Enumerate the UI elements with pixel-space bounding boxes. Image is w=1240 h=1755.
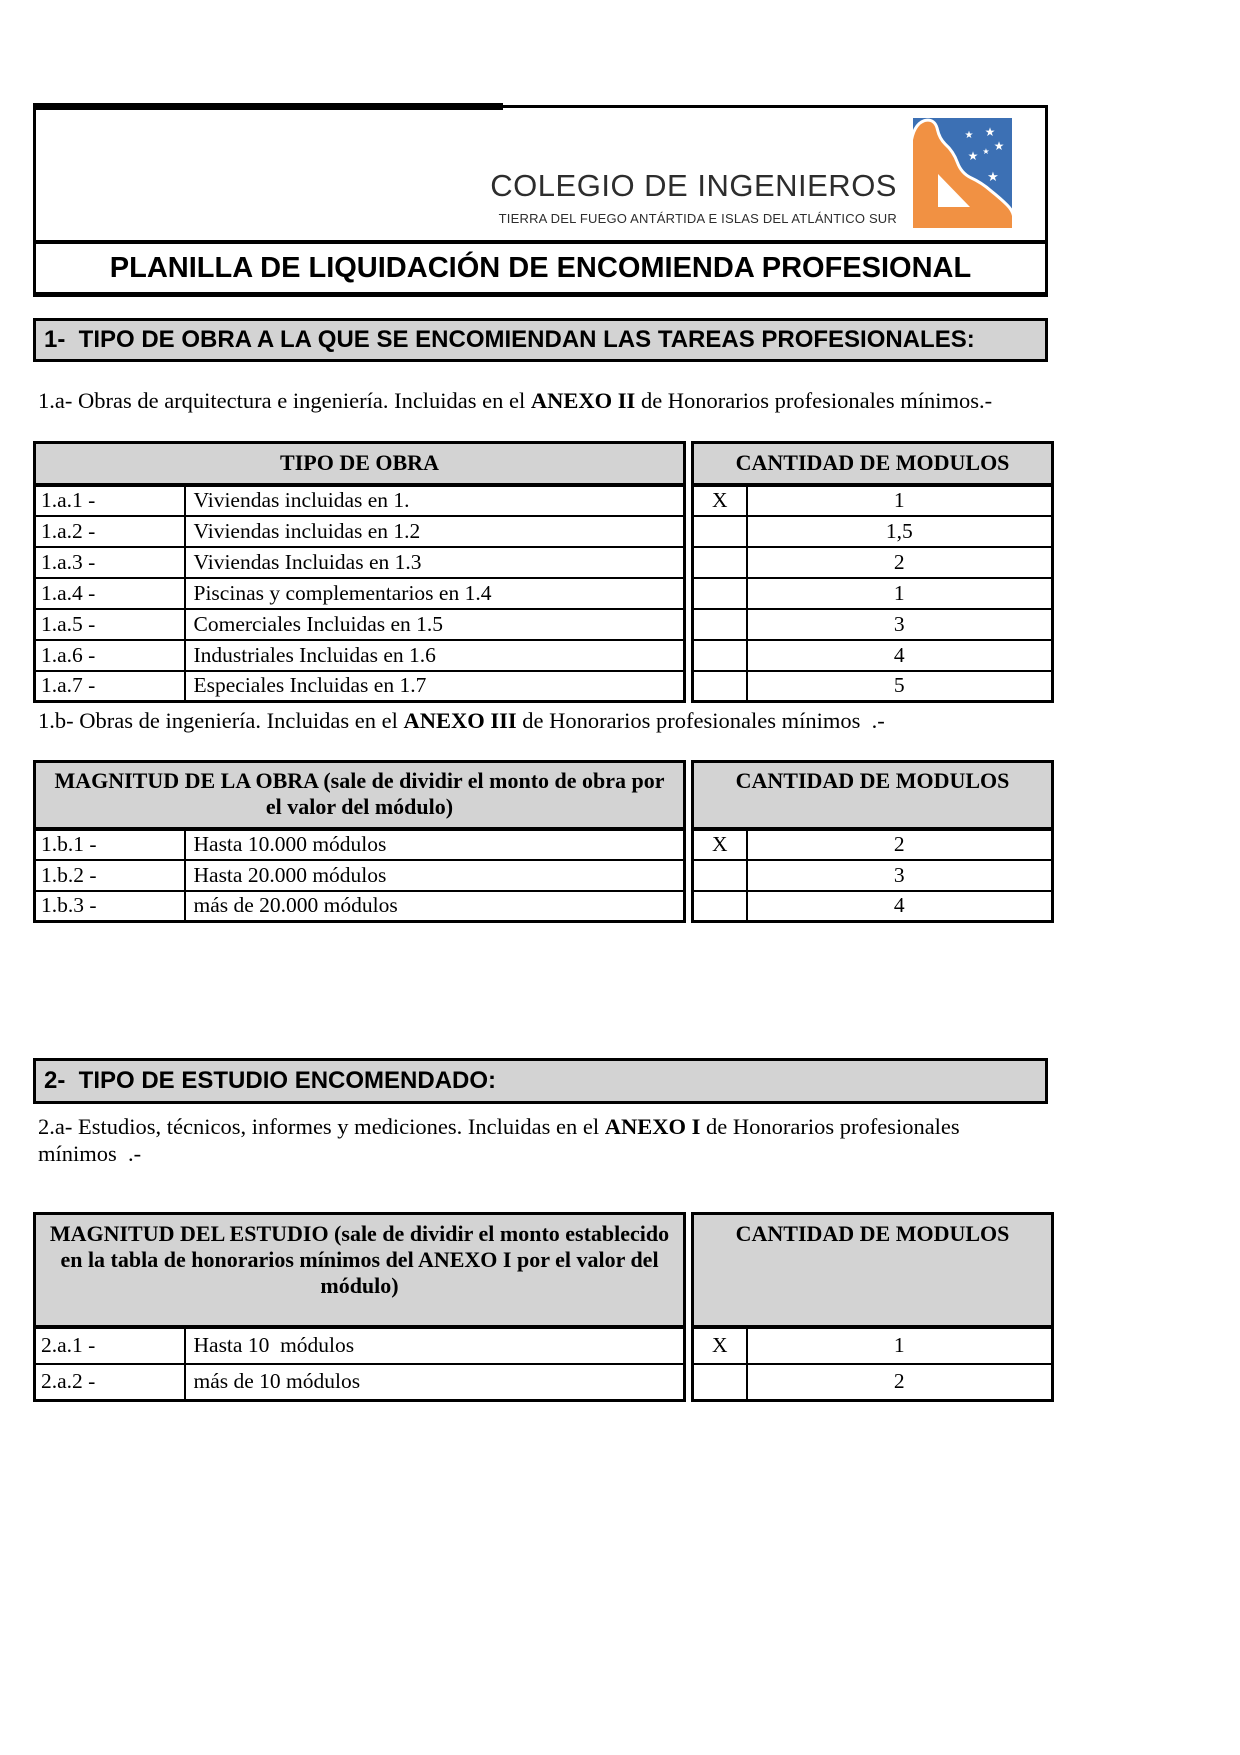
table-row <box>35 1327 685 1364</box>
column-header-cantidad-modulos: CANTIDAD DE MODULOS <box>693 762 1053 829</box>
table-header-row <box>35 762 685 829</box>
svg-text:★: ★ <box>982 147 990 156</box>
cell-desc: más de 10 módulos <box>185 1364 685 1401</box>
table-row <box>35 671 685 702</box>
cell-mark <box>693 516 747 547</box>
paragraph-1a-bold: ANEXO II <box>530 388 636 413</box>
table-magnitud-estudio-right <box>691 1212 1054 1402</box>
document-content <box>33 105 1048 1402</box>
cell-code: 2.a.2 - <box>35 1364 185 1401</box>
cell-code: 1.a.2 - <box>35 516 185 547</box>
cell-code: 2.a.1 - <box>35 1327 185 1364</box>
cell-value: 2 <box>747 829 1053 860</box>
cell-mark <box>693 1364 747 1401</box>
paragraph-2a <box>33 1113 1023 1167</box>
cell-code: 1.a.4 - <box>35 578 185 609</box>
paragraph-1a-text: 1.a- Obras de arquitectura e ingeniería. Incluidas en el <box>38 388 531 413</box>
column-header-magnitud-estudio: MAGNITUD DEL ESTUDIO (sale de dividir el monto establecido en la tabla de honorarios mínimos del ANEXO I por el valor del módulo) <box>35 1214 685 1327</box>
cell-mark <box>693 609 747 640</box>
cell-desc: Viviendas Incluidas en 1.3 <box>185 547 685 578</box>
cell-value: 1 <box>747 578 1053 609</box>
table-magnitud-estudio-left <box>33 1212 686 1402</box>
cell-value: 3 <box>747 609 1053 640</box>
cell-mark: X <box>693 829 747 860</box>
cell-code: 1.b.2 - <box>35 860 185 891</box>
cell-value: 2 <box>747 547 1053 578</box>
cell-mark <box>693 640 747 671</box>
cell-mark <box>693 891 747 922</box>
table-magnitud-obra-left <box>33 760 686 923</box>
cell-code: 1.a.7 - <box>35 671 185 702</box>
table-tipo-de-obra <box>33 441 1048 703</box>
svg-text:★: ★ <box>993 139 1005 153</box>
table-row <box>35 860 685 891</box>
paragraph-1b-text: de Honorarios profesionales mínimos .- <box>516 708 885 733</box>
column-header-tipo-de-obra: TIPO DE OBRA <box>35 443 685 485</box>
brand-block <box>490 168 897 226</box>
table-row <box>35 609 685 640</box>
table-row <box>693 829 1053 860</box>
table-row <box>693 891 1053 922</box>
cell-desc: Especiales Incluidas en 1.7 <box>185 671 685 702</box>
table-header-row <box>35 443 685 485</box>
section2-heading: 2- TIPO DE ESTUDIO ENCOMENDADO: <box>33 1058 1048 1104</box>
cell-desc: Viviendas incluidas en 1. <box>185 485 685 516</box>
table-row <box>35 578 685 609</box>
cell-code: 1.b.1 - <box>35 829 185 860</box>
paragraph-1b <box>33 707 1043 734</box>
table-row <box>693 516 1053 547</box>
cell-value: 3 <box>747 860 1053 891</box>
cell-value: 1 <box>747 1327 1053 1364</box>
page-title: PLANILLA DE LIQUIDACIÓN DE ENCOMIENDA PROFESIONAL <box>33 240 1048 297</box>
table-row <box>693 1364 1053 1401</box>
table-header-row <box>693 762 1053 829</box>
header-box <box>33 105 1048 243</box>
table-row <box>35 640 685 671</box>
cell-mark <box>693 860 747 891</box>
table-row <box>693 671 1053 702</box>
table-header-row <box>35 1214 685 1327</box>
cell-value: 4 <box>747 891 1053 922</box>
cell-desc: Hasta 20.000 módulos <box>185 860 685 891</box>
table-header-row <box>693 443 1053 485</box>
table-tipo-de-obra-right <box>691 441 1054 703</box>
paragraph-1a-text: de Honorarios profesionales mínimos.- <box>635 388 993 413</box>
brand-subtitle: TIERRA DEL FUEGO ANTÁRTIDA E ISLAS DEL ATLÁNTICO SUR <box>498 211 897 226</box>
table-row <box>693 485 1053 516</box>
cell-code: 1.a.5 - <box>35 609 185 640</box>
cell-desc: Hasta 10.000 módulos <box>185 829 685 860</box>
table-magnitud-obra <box>33 760 1048 923</box>
table-row <box>35 547 685 578</box>
cell-mark: X <box>693 485 747 516</box>
paragraph-1b-bold: ANEXO III <box>403 708 517 733</box>
svg-text:★: ★ <box>987 170 999 185</box>
table-row <box>693 547 1053 578</box>
cell-mark: X <box>693 1327 747 1364</box>
cell-desc: Comerciales Incluidas en 1.5 <box>185 609 685 640</box>
column-header-cantidad-modulos: CANTIDAD DE MODULOS <box>693 1214 1053 1327</box>
table-row <box>35 485 685 516</box>
svg-text:★: ★ <box>967 149 979 163</box>
cell-value: 2 <box>747 1364 1053 1401</box>
colegio-ingenieros-logo-icon <box>913 118 1012 228</box>
cell-value: 1,5 <box>747 516 1053 547</box>
svg-text:★: ★ <box>964 130 974 141</box>
cell-code: 1.a.1 - <box>35 485 185 516</box>
paragraph-1a <box>33 387 1028 414</box>
svg-text:★: ★ <box>984 125 996 139</box>
cell-value: 1 <box>747 485 1053 516</box>
cell-value: 5 <box>747 671 1053 702</box>
paragraph-1b-text: 1.b- Obras de ingeniería. Incluidas en el <box>38 708 404 733</box>
table-row <box>693 578 1053 609</box>
table-row <box>35 1364 685 1401</box>
table-row <box>693 1327 1053 1364</box>
table-row <box>693 609 1053 640</box>
table-row <box>35 829 685 860</box>
cell-desc: Hasta 10 módulos <box>185 1327 685 1364</box>
column-header-magnitud-obra: MAGNITUD DE LA OBRA (sale de dividir el monto de obra por el valor del módulo) <box>35 762 685 829</box>
column-header-cantidad-modulos: CANTIDAD DE MODULOS <box>693 443 1053 485</box>
table-tipo-de-obra-left <box>33 441 686 703</box>
brand-name: COLEGIO DE INGENIEROS <box>490 168 897 203</box>
table-magnitud-estudio <box>33 1212 1048 1402</box>
cell-code: 1.a.3 - <box>35 547 185 578</box>
paragraph-2a-text: 2.a- Estudios, técnicos, informes y mediciones. Incluidas en el <box>38 1114 605 1139</box>
cell-desc: Piscinas y complementarios en 1.4 <box>185 578 685 609</box>
cell-desc: Viviendas incluidas en 1.2 <box>185 516 685 547</box>
cell-code: 1.b.3 - <box>35 891 185 922</box>
cell-mark <box>693 578 747 609</box>
table-row <box>35 516 685 547</box>
paragraph-2a-text: de Honorarios profesionales mínimos .- <box>38 1114 966 1166</box>
cell-mark <box>693 671 747 702</box>
cell-value: 4 <box>747 640 1053 671</box>
table-header-row <box>693 1214 1053 1327</box>
cell-desc: Industriales Incluidas en 1.6 <box>185 640 685 671</box>
table-row <box>693 860 1053 891</box>
section1-heading: 1- TIPO DE OBRA A LA QUE SE ENCOMIENDAN LAS TAREAS PROFESIONALES: <box>33 318 1048 362</box>
cell-desc: más de 20.000 módulos <box>185 891 685 922</box>
table-row <box>693 640 1053 671</box>
cell-mark <box>693 547 747 578</box>
cell-code: 1.a.6 - <box>35 640 185 671</box>
table-row <box>35 891 685 922</box>
paragraph-2a-bold: ANEXO I <box>604 1114 701 1139</box>
table-magnitud-obra-right <box>691 760 1054 923</box>
